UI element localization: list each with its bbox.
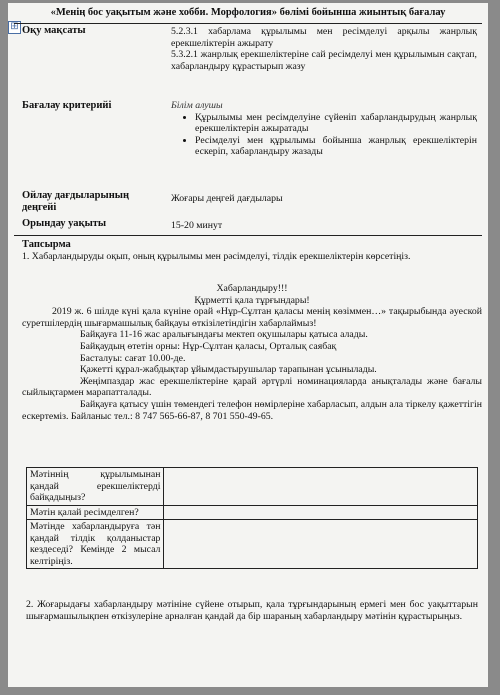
criteria-label: Бағалау критерийі	[22, 100, 112, 111]
table-row	[27, 468, 478, 506]
announcement-line-4: Қажетті құрал-жабдықтар ұйымдастырушылар тарапынан ұсынылады.	[80, 364, 377, 376]
document-title: «Менің бос уақытым және хобби. Морфология» бөлімі бойынша жиынтық бағалау	[50, 7, 446, 18]
announcement-paragraph-3: Байқауға қатысу үшін төмендегі телефон нөмірлеріне хабарласып, алдын ала тіркелу қажеттігін ескертеміз. Байланыс тел.: 8 747 565-66-87, 8 701 550-49-65.	[22, 398, 482, 422]
time-label: Орындау уақыты	[22, 218, 107, 229]
skills-label: Ойлау дағдыларының деңгейі	[22, 190, 130, 213]
criteria-value	[171, 100, 477, 158]
criteria-item-2: • Ресімделуі мен құрылымы бойынша жанрлық ерекшеліктерін ескеріп, хабарландыру жазады	[195, 135, 477, 158]
question-3: Мәтінде хабарландыруға тән қандай тілдік қолданыстар кездеседі? Кемінде 2 мысал келтіріңіз.	[27, 520, 164, 569]
criteria-item-1: • Құрылымы мен ресімделуіне сүйеніп хабарландырудың жанрлық ерекшеліктерін ажыратады	[195, 112, 477, 135]
announcement	[22, 283, 482, 422]
goals-label: Оқу мақсаты	[22, 25, 86, 36]
announcement-line-3: Басталуы: сағат 10.00-де.	[80, 352, 186, 364]
skills-value: Жоғары деңгей дағдылары	[171, 193, 283, 204]
goal-line-2: 5.3.2.1 жанрлық ерекшеліктеріне сай ресімделуі мен құрылымын сақтап, хабарландыру құрастырып жазу	[171, 49, 477, 72]
question-1: Мәтіннің құрылымынан қандай ерекшеліктерді байқадыңыз?	[27, 468, 164, 506]
announcement-line-2: Байқаудың өтетін орны: Нұр-Сұлтан қаласы, Орталық саябақ	[80, 340, 337, 352]
answer-cell-2[interactable]	[164, 505, 478, 520]
task-2-text	[26, 599, 478, 622]
document-page	[8, 3, 488, 687]
task-1-paragraph: 1. Хабарландыруды оқып, оның құрылымы мен рәсімделуі, тілдік ерекшеліктерін көрсетіңіз.	[22, 251, 411, 262]
questions-table	[26, 467, 478, 569]
answer-cell-1[interactable]	[164, 468, 478, 506]
announcement-title: Хабарландыру!!!	[216, 283, 288, 294]
task-1-text	[22, 251, 482, 263]
time-value: 15-20 минут	[171, 220, 223, 231]
table-row	[27, 505, 478, 520]
question-2: Мәтін қалай ресімделген?	[27, 505, 164, 520]
table-border-top	[14, 23, 482, 24]
goal-line-1: 5.2.3.1 хабарлама құрылымы мен ресімделуі арқылы жанрлық ерекшеліктерін ажырату	[171, 26, 477, 49]
announcement-line-1: Байқауға 11-16 жас аралығындағы мектеп оқушылары қатыса алады.	[80, 329, 368, 341]
table-border-bottom	[14, 235, 482, 236]
task-2-paragraph: 2. Жоғарыдағы хабарландыру мәтініне сүйене отырып, қала тұрғындарының ермегі мен бос уақыттарын шығармашылықпен өткізулеріне арналған қандай да бір шараның хабарландыру мәтінін құрастырыңыз.	[26, 599, 478, 622]
goals-value	[171, 26, 477, 72]
announcement-greeting: Құрметті қала тұрғындары!	[194, 294, 310, 306]
criteria-heading: Білім алушы	[171, 100, 223, 111]
criteria-list	[171, 112, 477, 158]
table-move-handle-icon[interactable]: ⊞	[8, 21, 21, 34]
announcement-paragraph-2: Жеңімпаздар жас ерекшеліктеріне қарай әртүрлі номинацияларда анықталады және бағалы сыйлықтармен марапатталады.	[22, 375, 482, 399]
table-row	[27, 520, 478, 569]
task-heading: Тапсырма	[22, 239, 71, 250]
announcement-paragraph-1: 2019 ж. 6 шілде күні қала күніне орай «Нұр-Сұлтан қаласы менің көзіммен…» тақырыбында әуеской суретшілердің шығармашылық байқауы өткізілетіндігін хабарлаймыз!	[22, 306, 482, 329]
answer-cell-3[interactable]	[164, 520, 478, 569]
